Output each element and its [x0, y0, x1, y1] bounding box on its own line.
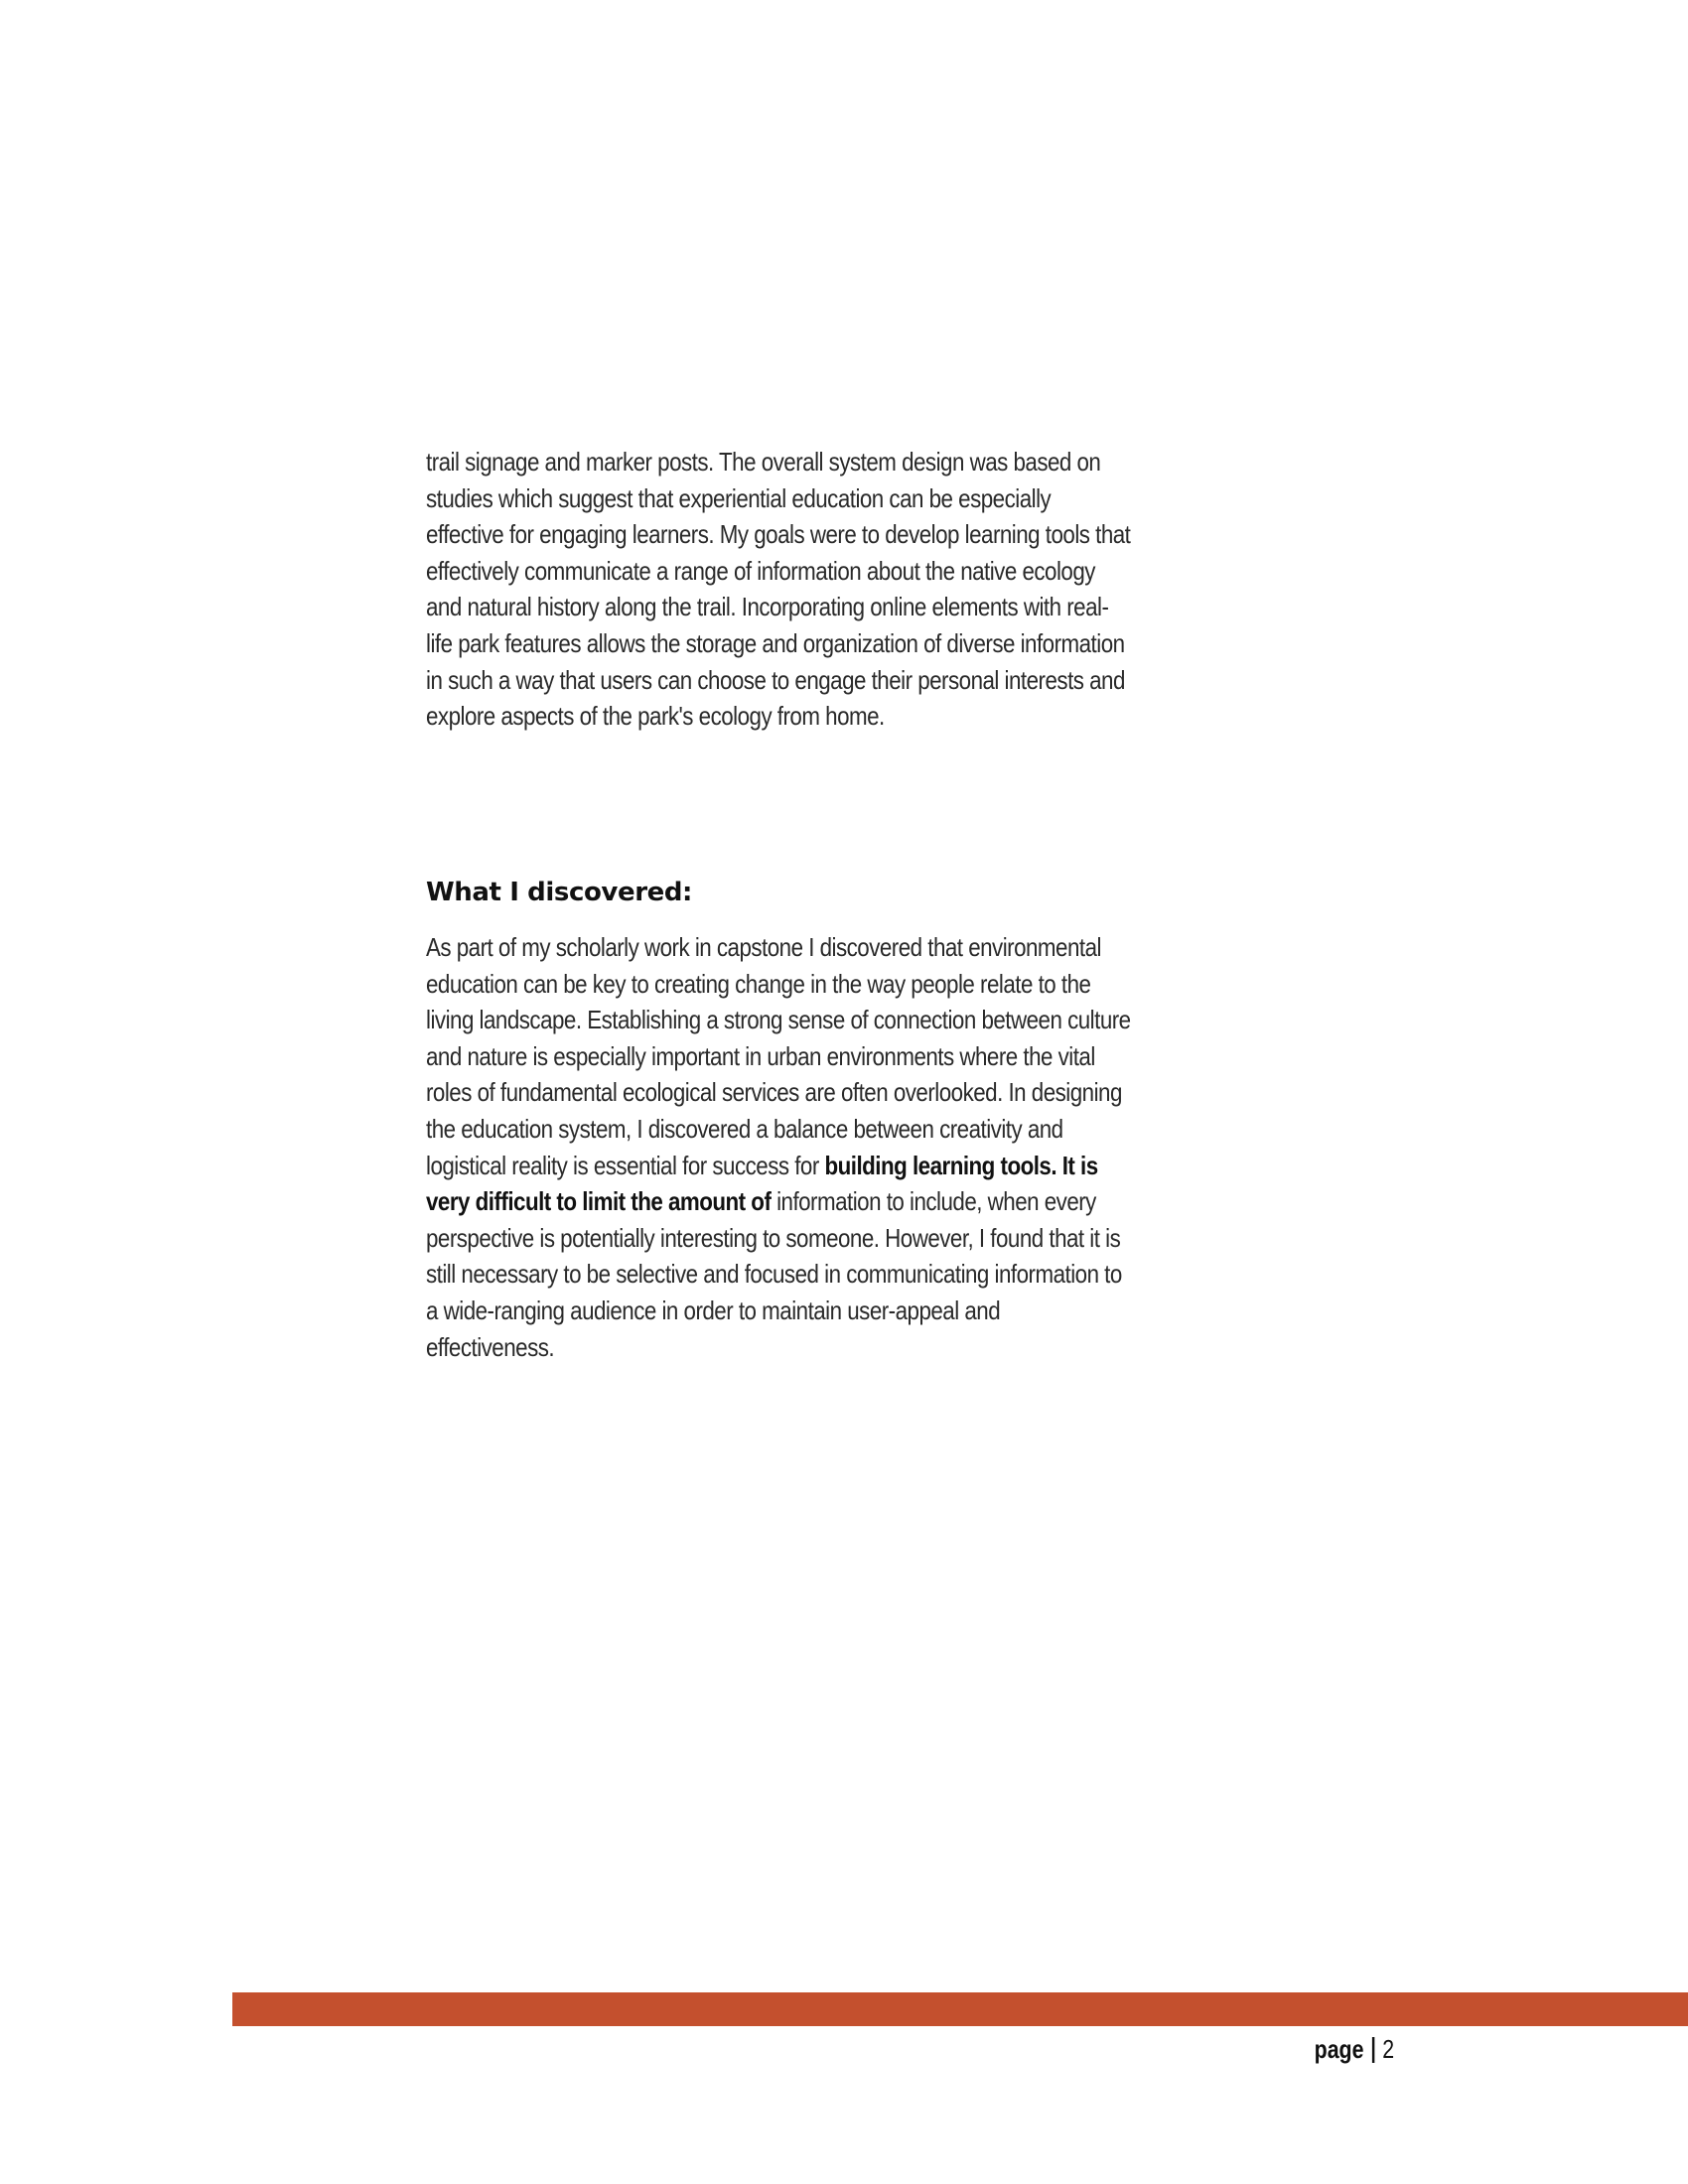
discovered-paragraph-block — [426, 929, 1133, 1365]
discovered-paragraph-emphasis: building learning tools. It is very difficult to limit the amount of — [426, 1150, 1098, 1217]
intro-paragraph: trail signage and marker posts. The overall system design was based on studies which suggest that experiential education can be especially effective for engaging learners. My goals were to develop learning tools that effectively communicate a range of information about the native ecology and natural history along the trail. Incorporating online elements with real-life park features allows the storage and organization of diverse information in such a way that users can choose to engage their personal interests and explore aspects of the park's ecology from home. — [426, 447, 1131, 732]
page-number-value: 2 — [1382, 2034, 1394, 2064]
discovered-paragraph-text-1: As part of my scholarly work in capstone I discovered that environmental education can be key to creating change in the way people relate to the living landscape. Establishing a strong sense of connection between culture and nature is especially important in urban environments where the vital roles of fundamental ecological services are often overlooked. In designing the education system, I discovered a balance between creativity and logistical reality is essential for success for — [426, 932, 1131, 1180]
footer-accent-bar — [232, 1992, 1688, 2026]
intro-paragraph-block — [426, 444, 1133, 735]
page-number — [1315, 2034, 1394, 2065]
page-separator — [1371, 2037, 1373, 2063]
page-label: page — [1314, 2034, 1364, 2064]
section-heading: What I discovered: — [426, 878, 693, 907]
discovered-paragraph-text-2: information to include, when every perspective is potentially interesting to someone. However, I found that it is still necessary to be selective and focused in communicating information to a wide-ranging audience in order to maintain user-appeal and effectiveness. — [426, 1186, 1122, 1362]
discovered-paragraph — [426, 929, 1133, 1365]
